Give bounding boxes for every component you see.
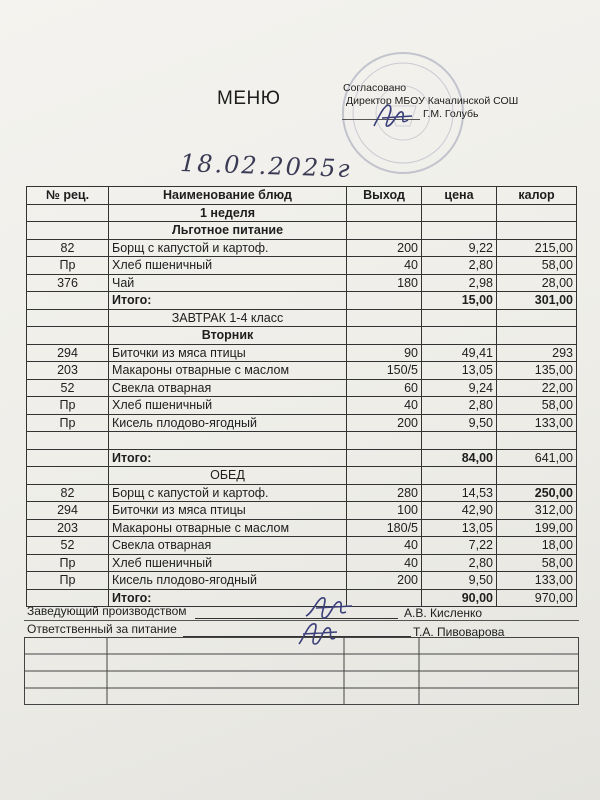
empty-lower-grid	[24, 637, 579, 705]
dish-name: Кисель плодово-ягодный	[109, 572, 347, 590]
dish-price: 2,80	[422, 397, 497, 415]
head-of-production-name: А.В. Кисленко	[404, 606, 483, 620]
header-price: цена	[422, 187, 497, 205]
total-row	[27, 292, 577, 310]
dish-calories: 22,00	[497, 379, 577, 397]
approval-director: Директор МБОУ Качалинской СОШ	[346, 95, 519, 107]
page-title: МЕНЮ	[217, 88, 281, 109]
approval-heading: Согласовано	[343, 82, 407, 94]
dish-price: 13,05	[422, 519, 497, 537]
dish-name: Макароны отварные с маслом	[109, 362, 347, 380]
dish-price: 9,22	[422, 239, 497, 257]
recipe-no: Пр	[27, 554, 109, 572]
dish-price: 42,90	[422, 502, 497, 520]
dish-price: 2,80	[422, 554, 497, 572]
table-row	[27, 239, 577, 257]
dish-price: 9,24	[422, 379, 497, 397]
dish-output: 40	[347, 257, 422, 275]
empty-row	[27, 432, 577, 450]
dish-price: 49,41	[422, 344, 497, 362]
dish-calories: 250,00	[497, 484, 577, 502]
total-label: Итого:	[109, 449, 347, 467]
recipe-no: 294	[27, 344, 109, 362]
dish-price: 14,53	[422, 484, 497, 502]
dish-name: Макароны отварные с маслом	[109, 519, 347, 537]
dish-calories: 293	[497, 344, 577, 362]
dish-output: 90	[347, 344, 422, 362]
header-recipe-no: № рец.	[27, 187, 109, 205]
dish-price: 7,22	[422, 537, 497, 555]
recipe-no: Пр	[27, 397, 109, 415]
table-row	[27, 572, 577, 590]
table-row	[27, 554, 577, 572]
dish-name: Кисель плодово-ягодный	[109, 414, 347, 432]
recipe-no: 376	[27, 274, 109, 292]
day-row	[27, 327, 577, 345]
total-label: Итого:	[109, 292, 347, 310]
dish-name: Борщ с капустой и картоф.	[109, 239, 347, 257]
dish-output: 280	[347, 484, 422, 502]
dish-calories: 133,00	[497, 572, 577, 590]
table-row	[27, 414, 577, 432]
dish-output: 180/5	[347, 519, 422, 537]
menu-table	[26, 186, 577, 607]
recipe-no: 203	[27, 519, 109, 537]
table-row	[27, 257, 577, 275]
total-calories: 301,00	[497, 292, 577, 310]
section-label-preferential: Льготное питание	[109, 222, 347, 240]
dish-name: Свекла отварная	[109, 537, 347, 555]
recipe-no: Пр	[27, 257, 109, 275]
dish-name: Борщ с капустой и картоф.	[109, 484, 347, 502]
dish-calories: 58,00	[497, 397, 577, 415]
dish-calories: 28,00	[497, 274, 577, 292]
dish-name: Биточки из мяса птицы	[109, 344, 347, 362]
section-row	[27, 309, 577, 327]
recipe-no: 52	[27, 537, 109, 555]
dish-output: 40	[347, 554, 422, 572]
table-row	[27, 537, 577, 555]
total-row	[27, 449, 577, 467]
dish-price: 2,80	[422, 257, 497, 275]
week-label: 1 неделя	[109, 204, 347, 222]
total-price: 84,00	[422, 449, 497, 467]
dish-output: 60	[347, 379, 422, 397]
recipe-no: 52	[27, 379, 109, 397]
day-label: Вторник	[109, 327, 347, 345]
table-row	[27, 502, 577, 520]
dish-price: 2,98	[422, 274, 497, 292]
header-calories: калор	[497, 187, 577, 205]
dish-name: Хлеб пшеничный	[109, 397, 347, 415]
dish-calories: 215,00	[497, 239, 577, 257]
table-row	[27, 344, 577, 362]
responsible-name: Т.А. Пивоварова	[413, 625, 505, 639]
dish-price: 9,50	[422, 572, 497, 590]
dish-name: Хлеб пшеничный	[109, 257, 347, 275]
dish-calories: 58,00	[497, 257, 577, 275]
approval-director-name: Г.М. Голубь	[423, 108, 479, 120]
section-row	[27, 222, 577, 240]
section-label-breakfast: ЗАВТРАК 1-4 класс	[109, 309, 347, 327]
table-row	[27, 397, 577, 415]
dish-calories: 199,00	[497, 519, 577, 537]
header-dish-name: Наименование блюд	[109, 187, 347, 205]
table-row	[27, 519, 577, 537]
head-of-production-label: Заведующий производством	[27, 604, 187, 618]
dish-price: 9,50	[422, 414, 497, 432]
table-header-row	[27, 187, 577, 205]
dish-output: 200	[347, 572, 422, 590]
recipe-no: 294	[27, 502, 109, 520]
dish-name: Чай	[109, 274, 347, 292]
menu-date: 18.02.2025г	[179, 149, 352, 183]
total-calories: 970,00	[497, 589, 577, 607]
total-label: Итого:	[109, 589, 347, 607]
dish-name: Хлеб пшеничный	[109, 554, 347, 572]
section-row	[27, 467, 577, 485]
dish-output: 40	[347, 397, 422, 415]
dish-price: 13,05	[422, 362, 497, 380]
table-row	[27, 274, 577, 292]
table-row	[27, 379, 577, 397]
header-output: Выход	[347, 187, 422, 205]
dish-output: 40	[347, 537, 422, 555]
total-price: 15,00	[422, 292, 497, 310]
dish-calories: 58,00	[497, 554, 577, 572]
dish-output: 200	[347, 239, 422, 257]
responsible-label: Ответственный за питание	[27, 622, 177, 636]
week-row	[27, 204, 577, 222]
total-calories: 641,00	[497, 449, 577, 467]
dish-output: 180	[347, 274, 422, 292]
dish-output: 100	[347, 502, 422, 520]
table-row	[27, 362, 577, 380]
dish-name: Свекла отварная	[109, 379, 347, 397]
recipe-no: 82	[27, 239, 109, 257]
section-label-lunch: ОБЕД	[109, 467, 347, 485]
dish-calories: 133,00	[497, 414, 577, 432]
dish-calories: 135,00	[497, 362, 577, 380]
dish-output: 150/5	[347, 362, 422, 380]
recipe-no: 203	[27, 362, 109, 380]
recipe-no: Пр	[27, 572, 109, 590]
total-price: 90,00	[422, 589, 497, 607]
recipe-no: Пр	[27, 414, 109, 432]
recipe-no: 82	[27, 484, 109, 502]
dish-calories: 312,00	[497, 502, 577, 520]
dish-name: Биточки из мяса птицы	[109, 502, 347, 520]
dish-calories: 18,00	[497, 537, 577, 555]
director-signature	[368, 96, 418, 136]
dish-output: 200	[347, 414, 422, 432]
table-row	[27, 484, 577, 502]
